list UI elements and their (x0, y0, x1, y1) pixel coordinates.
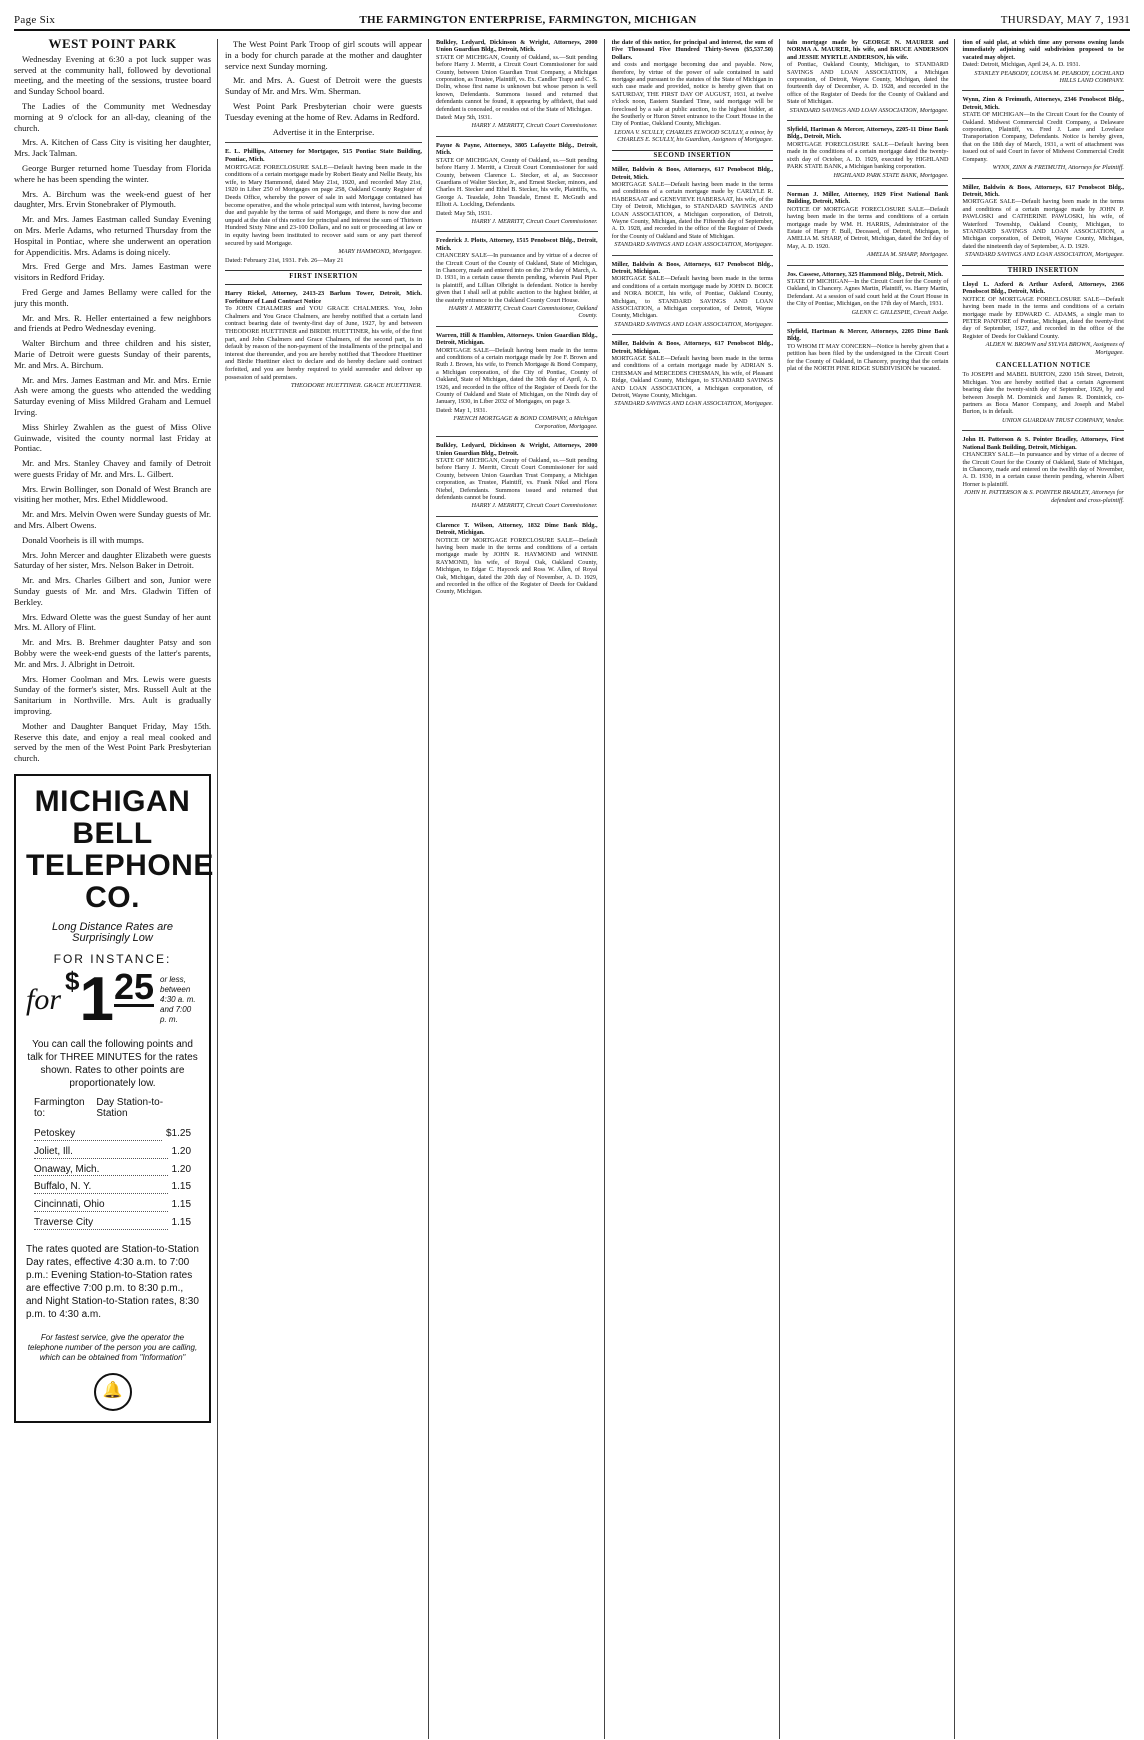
divider (787, 322, 948, 323)
legal-notice (962, 371, 1123, 424)
notice-signature: MARY HAMMOND, Mortgagee. (338, 248, 423, 256)
news-item: Mr. and Mrs. Charles Gilbert and son, Junior were Sunday guests of Mr. and Mrs. Gladwin Tiffen of Berkley. (14, 575, 212, 607)
notice-body: NOTICE OF MORTGAGE FORECLOSURE SALE—Default having been made in the terms and conditions of a certain mortgage made by WM. H. HARRIS, Administrator of the Estate of Harry F. Bull, Deceased, of Detroit, Michigan, to AMELIA M. SHARP, of Detroit, Michigan, dated the 3rd day of May, A. D. 1920. (787, 205, 949, 250)
notice-head: Frederick J. Plotts, Attorney, 1515 Penobscot Bldg., Detroit, Mich. (436, 237, 598, 252)
legal-notice (612, 166, 773, 248)
news-item: Mr. and Mrs. James Eastman and Mr. and Mrs. Ernie Ash were among the guests who attended the wedding Saturday evening of Miss Mildred Graham and Lemuel Irving. (14, 374, 212, 417)
news-item: Mr. and Mrs. Stanley Chavey and family of Detroit were guests Friday of Mr. and Mrs. L. Gilbert. (14, 458, 212, 479)
divider (436, 436, 597, 437)
notice-head: Payne & Payne, Attorneys, 3805 Lafayette Bldg., Detroit, Mich. (436, 141, 598, 157)
columns (14, 39, 1130, 1739)
masthead (14, 14, 1130, 31)
news-item: Mrs. Erwin Bollinger, son Donald of West Branch are visiting her mother, Mrs. Ethel Middlewood. (14, 483, 212, 505)
news-item: Mr. and Mrs. Melvin Owen were Sunday guests of Mr. and Mrs. Albert Owens. (14, 509, 212, 531)
legal-notice (962, 39, 1123, 84)
notice-signature: HARRY J. MERRITT, Circuit Court Commissioner. (471, 217, 598, 225)
notice-head: tion of said plat, at which time any persons owning lands immediately adjoining said subdivision proposed to be vacated may object. (962, 39, 1124, 61)
ad-rate-label: Day Station-to-Station (96, 1097, 164, 1120)
notice-dated: Dated: May 5th, 1931. (436, 114, 492, 122)
news-item: Mr. and Mrs. R. Heller entertained a few neighbors and friends at Pedro Wednesday evening. (14, 312, 212, 334)
third-insertion-header: THIRD INSERTION (962, 265, 1123, 276)
legal-notice (436, 332, 597, 430)
notice-signature: HARRY J. MERRITT, Circuit Court Commissioner. (471, 502, 598, 510)
notice-head: John H. Patterson & S. Pointer Bradley, Attorneys, First National Bank Building, Detroit, Michigan. (962, 436, 1124, 451)
news-item: The West Point Park Troop of girl scouts will appear in a body for church parade at the mother and daughter service next Sunday morning. (225, 39, 423, 71)
notice-head: Harry Rickel, Attorney, 2413-23 Barlum Tower, Detroit, Mich. Forfeiture of Land Contract Notice (225, 290, 423, 305)
notice-head: Lloyd L. Axford & Arthur Axford, Attorneys, 2366 Penobscot Bldg., Detroit, Mich. (962, 280, 1124, 296)
ad-from-label: Farmington to: (34, 1097, 85, 1120)
notice-signature: THEODORE HUETTINER. GRACE HUETTINER. (290, 382, 423, 390)
notice-head: Norman J. Miller, Attorney, 1929 First National Bank Building, Detroit, Mich. (787, 190, 949, 206)
notice-body: of Pontiac, Oakland County, Michigan, to STANDARD SAVINGS AND LOAN ASSOCIATION, a Michigan corporation, of Detroit, Wayne County, Michigan, dated the fourteenth day of December, A. D. 1928, and recorded in the office of the Register of Deeds for the County of Oakland and State of Michigan. (787, 61, 949, 106)
legal-notice (436, 237, 597, 319)
divider (436, 231, 597, 232)
column-4 (612, 39, 780, 1739)
notice-signature: ALDEN W. BROWN and SYLVIA BROWN, Assignees of Mortgagee. (985, 341, 1124, 356)
notice-body: and costs and mortgage becoming due and payable. Now, therefore, by virtue of the power of sale contained in said mortgage and pursuant to the statutes of the State of Michigan in such case made and provided, notice is hereby given that on SATURDAY, THE FIRST DAY OF AUGUST, 1931, at twelve o'clock noon, Eastern Standard Time, said mortgage will be foreclosed by a sale at public auction, to the highest bidder, at the Southerly or Huron Street entrance to the Court House in the City of Pontiac, Oakland County, Michigan. (611, 61, 773, 128)
column-3 (436, 39, 604, 1739)
ad-amount: 1 (79, 965, 114, 1035)
rate-row (34, 1179, 191, 1197)
ad-rates-footer: The rates quoted are Station-to-Station Day rates, effective 4:30 a.m. to 7:00 p.m.: Evening Station-to-Station rates are effective 7:00 p.m. to 8:30 p.m., and Night Station-to-Station rates, 8:30 p.m. to 4:30 a.m. (26, 1243, 199, 1320)
notice-body: CHANCERY SALE—In pursuance and by virtue of a decree of the Circuit Court of the County of Oakland, State of Michigan, in Chancery, made and entered into on the 27th day of March, A. D. 1931, in a certain cause therein pending, wherein Paul Piper is plaintiff, and Lillian Olbright is defendant. Notice is hereby given that I shall sell at public auction to the highest bidder, at the easterly entrance to the Oakland County Court House. (436, 252, 598, 304)
notice-body: Dated: Detroit, Michigan, April 24, A. D. 1931. (962, 61, 1081, 69)
legal-notice (962, 96, 1123, 171)
column-6 (962, 39, 1129, 1739)
notice-head: Wynn, Zinn & Freimuth, Attorneys, 2346 Penobscot Bldg., Detroit, Mich. (962, 96, 1124, 111)
news-item: Mrs. Homer Coolman and Mrs. Lewis were guests Sunday of the former's sister, Mrs. Russell Ault at the Sanitarium in Northville. Mrs. Ault is gradually improving. (14, 673, 212, 717)
notice-signature: AMELIA M. SHARP, Mortgagee. (866, 251, 949, 259)
notice-body: STATE OF MICHIGAN, County of Oakland, ss.—Suit pending before Harry J. Merritt, Circuit Court Commissioner for said County, between Union Guardian Trust Company, a Michigan corporation, as Trustee, Plaintiff, vs. Frank Nikel and Flora Niebel, Defendants. Summons issued and returned that defendants cannot be found. (436, 456, 598, 501)
notice-body: To JOSEPH and MABEL BURTON, 2200 15th Street, Detroit, Michigan. You are hereby notified that a certain Agreement bearing date the twenty-sixth day of September, 1929, by and between Joseph M. Dominick and James R. Dominick, co-partners as Boca Manor Company, and Joseph and Mabel Burton, is in default. (962, 371, 1124, 416)
notice-body: TO WHOM IT MAY CONCERN—Notice is hereby given that a petition has been filed by the undersigned in the Circuit Court for the County of Oakland, in Chancery, praying that the certain plat of the NORTH PINE RIDGE SUBDIVISION be vacated. (787, 342, 949, 373)
notice-body: STATE OF MICHIGAN, County of Oakland, ss.—Suit pending before Harry J. Merritt, a Circuit Court Commissioner for said County, between Clarence L. Stecker, et al, as Successor Guardians of Walter Stecker, Jr., and Ernest Stecker, minors, and Charles H. Stecker and Ethel B. Stecker, his wife, Plaintiffs, vs. George A. Teasdale, John Teasdale, Ernest E. McGrath and Elliott A. Lockling, Defendants. (436, 156, 598, 209)
notice-head: Warren, Hill & Hamblen, Attorneys. Union Guardian Bldg., Detroit, Michigan. (436, 331, 598, 347)
divider (436, 136, 597, 137)
divider (612, 334, 773, 335)
rate-city: Buffalo, N. Y. (34, 1182, 168, 1194)
notice-body: MORTGAGE SALE—Default having been made in the terms and conditions of a certain mortgage made by ADRIAN S. CHESMAN and MERCEDES CHESMAN, his wife, of Pleasant Ridge, Oakland County, Michigan, to STANDARD SAVINGS AND LOAN ASSOCIATION, a Michigan corporation, of Detroit, Wayne County, Michigan. (611, 355, 773, 400)
legal-notice (962, 436, 1123, 504)
legal-notice (436, 142, 597, 225)
notice-body: NOTICE OF MORTGAGE FORECLOSURE SALE—Default having been made in the terms and conditions of a certain mortgage made by EDWARD C. ADAMS, a single man to PETER PANFORE of Pontiac, Michigan, dated the twenty-first day of September, 1927, and recorded in the office of the Register of Deeds for Oakland County. (962, 295, 1124, 340)
divider (962, 90, 1123, 91)
rate-row (34, 1197, 191, 1215)
news-item: Mrs. A. Birchum was the week-end guest of her daughter, Mrs. Ervin Stonebraker of Plymouth. (14, 188, 212, 210)
publication-name: THE FARMINGTON ENTERPRISE, FARMINGTON, MICHIGAN (359, 14, 697, 26)
ad-for-instance: FOR INSTANCE: (53, 951, 172, 966)
rate-city: Cincinnati, Ohio (34, 1200, 168, 1212)
legal-notice (612, 261, 773, 329)
notice-head: the date of this notice, for principal and interest, the sum of Five Thousand Five Hundred Thirty-Seven ($5,537.50) Dollars. (611, 39, 773, 61)
legal-notice (962, 184, 1123, 259)
notice-head: Slyfield, Hartman & Mercer, Attorneys, 2205 Dime Bank Bldg. (787, 328, 949, 343)
ad-brand-line1: MICHIGAN BELL (34, 785, 191, 851)
news-item: Mrs. Edward Olette was the guest Sunday of her aunt Mrs. M. Allory of Flint. (14, 611, 212, 633)
news-item: Wednesday Evening at 6:30 a pot luck supper was served at the community hall, followed by devotional meeting, and the meeting of the sessions, trustee board and Sunday School board. (14, 53, 212, 97)
issue-date: THURSDAY, MAY 7, 1931 (1000, 14, 1130, 26)
notice-body: STATE OF MICHIGAN, County of Oakland, ss.—Suit pending before Harry J. Merritt, a Circuit Court Commissioner for said County, between Union Guardian Trust Company, a Michigan corporation, as Trustee, Plaintiff, vs. Ex. Candler Trapp and C. S. Dolin, whose first name is unknown but whose person is well known, Defendants. Summons issued and returned that defendants cannot be found, it appearing by affidavit, that said defendant is concealed, or resides out of the State of Michigan. (436, 53, 598, 113)
legal-notice (787, 126, 948, 179)
notice-body: MORTGAGE FORECLOSURE SALE—Default having been made in the conditions of a certain mortgage made by Robert Beaty and Nellie Beaty, his wife, to Mary Hammond, dated May 21st, 1920, and recorded May 21st, 1920 in Liber 250 of Mortgages on page 258, Oakland County Register of Deeds Office, whereby the power of sale in said Mortgage contained has become operative, and the whole principal sum with interest, having become due and payable by the terms of said Mortgage, and there is now due and unpaid at the date of this notice for principal and interest the sum of Thirteen Hundred Sixty Nine and 23-100 Dollars, and no suit or proceeding at law or in equity having been instituted to recover said sum or any part thereof secured by said Mortgage. (225, 163, 423, 247)
news-item: Mrs. John Mercer and daughter Elizabeth were guests Saturday of her sister, Mrs. Nelson Baker in Detroit. (14, 549, 212, 571)
divider (787, 185, 948, 186)
news-item: Mother and Daughter Banquet Friday, May 15th. Reserve this date, and enjoy a real meal cooked and served by the men of the West Point Park Presbyterian church. (14, 720, 212, 764)
bell-logo-icon: 🔔 (94, 1373, 132, 1411)
notice-signature: LEONA V. SCULLY, CHARLES ELWOOD SCULLY, a minor, by CHARLES E. SCULLY, his Guardian, Assignees of Mortgagee. (614, 128, 773, 144)
news-item: Mrs. A. Kitchen of Cass City is visiting her daughter, Mrs. Jack Talman. (14, 137, 212, 159)
divider (962, 178, 1123, 179)
news-item: The Ladies of the Community met Wednesday morning at 9 o'clock for an all-day, cleaning of the church. (14, 100, 212, 133)
notice-signature: WYNN, ZINN & FREIMUTH, Attorneys for Plaintiff. (992, 164, 1124, 172)
notice-head: E. L. Phillips, Attorney for Mortgagee, 515 Pontiac State Building, Pontiac, Mich. (225, 148, 423, 163)
notice-dated: Dated: February 21st, 1931. Feb. 26—May 21 (225, 256, 344, 264)
notice-body: MORTGAGE SALE—Default having been made in the terms and conditions of a certain mortgage made by CARLYLE R. HABERSAAT and GENEVIEVE HABERSAAT, his wife, of the City of Detroit, Michigan, to STANDARD SAVINGS AND LOAN ASSOCIATION, a Michigan corporation, of Detroit, Wayne County, Michigan, dated the Fifteenth day of September, A. D. 1928, and recorded in the office of the Register of Deeds for the County of Oakland and State of Michigan. (611, 180, 773, 240)
notice-head: Miller, Baldwin & Boos, Attorneys, 617 Penobscot Bldg., Detroit, Michigan. (611, 260, 773, 275)
news-item: Fred Gerge and James Bellamy were called for the jury this month. (14, 286, 212, 308)
rate-value: 1.15 (171, 1199, 192, 1211)
second-insertion-header: SECOND INSERTION (612, 150, 773, 161)
rate-row (34, 1126, 191, 1144)
ad-dollar-sign: $ (65, 966, 80, 997)
divider (436, 516, 597, 517)
notice-signature: GLENN C. GILLESPIE, Circuit Judge. (851, 308, 949, 316)
notice-signature: STANDARD SAVINGS AND LOAN ASSOCIATION, Mortgagee. (614, 320, 773, 328)
rate-value: 1.20 (171, 1145, 192, 1157)
ad-brand-line2: TELEPHONE CO. (26, 849, 214, 915)
news-item: Walter Birchum and three children and his sister, Marie of Detroit were guests Sunday of their parents, Mr. and Mrs. A. Birchum. (14, 338, 212, 370)
notice-signature: STANDARD SAVINGS AND LOAN ASSOCIATION, Mortgagee. (614, 400, 773, 408)
legal-notice (787, 328, 948, 372)
notice-signature: HARRY J. MERRITT, Circuit Court Commissioner, Oakland County. (448, 305, 598, 320)
telephone-ad (14, 774, 214, 1423)
news-item: Donald Voorheis is ill with mumps. (22, 534, 144, 545)
ad-rates-table (34, 1098, 191, 1232)
news-item: George Burger returned home Tuesday from Florida where he has been spending the winter. (14, 162, 212, 184)
ad-rates-header (34, 1098, 191, 1120)
ad-call-text: You can call the following points and talk for THREE MINUTES for the rates shown. Rates to other points are proportionately low. (27, 1039, 198, 1090)
notice-signature: UNION GUARDIAN TRUST COMPANY, Vendor. (1002, 416, 1124, 424)
news-item: Mrs. Fred Gerge and Mrs. James Eastman were visitors in Redford Friday. (14, 261, 212, 283)
legal-notice (787, 271, 948, 316)
legal-notice (787, 39, 948, 114)
ad-price (26, 965, 199, 1035)
divider (225, 142, 422, 143)
divider (962, 430, 1123, 431)
legal-notice (225, 290, 422, 390)
rate-city: Joliet, Ill. (34, 1147, 168, 1159)
notice-signature: STANDARD SAVINGS AND LOAN ASSOCIATION, Mortgagee. (614, 241, 773, 249)
notice-signature: JOHN H. PATTERSON & S. POINTER BRADLEY, Attorneys for defendant and cross-plaintiff. (963, 489, 1124, 504)
notice-head: Bulkley, Ledyard, Dickinson & Wright, Attorneys, 2000 Union Guardian Bldg., Detroit. (436, 442, 598, 457)
news-item: Mr. and Mrs. A. Guest of Detroit were the guests Sunday of Mr. and Mrs. Wm. Sherman. (225, 75, 423, 97)
legal-notice (436, 442, 597, 510)
legal-notice (612, 39, 773, 144)
notice-body: NOTICE OF MORTGAGE FORECLOSURE SALE—Default having been made in the terms and conditions of a certain mortgage made by JOHN R. HAYMOND and WINNIE RAYMOND, his wife, of Royal Oak, Oakland County, Michigan, to Edgar C. Haycock and Ross W. Allen, of Royal Oak, Michigan, dated the 20th day of November, A. D. 1929, and recorded in the office of the Register of Deeds for Oakland County, Michigan. (436, 536, 598, 596)
divider (787, 120, 948, 121)
notice-body: STATE OF MICHIGAN—In the Circuit Court for the County of Oakland, in Chancery. Agnes Martin, Plaintiff, vs. Harry Martin, Defendant. At a session of said court held at the Court House in the City of Pontiac, Michigan, on the 17th day of March, 1931. (787, 277, 949, 308)
notice-head: Slyfield, Hartman & Mercer, Attorneys, 2205-11 Dime Bank Bldg., Detroit, Mich. (787, 126, 949, 141)
news-item: Mr. and Mrs. James Eastman called Sunday Evening on Mrs. Merle Adams, who returned Thursday from the Hospital in Pontiac, where she underwent an operation for Appendicitis. Mrs. Adams is doing nicely. (14, 214, 212, 257)
legal-notice (436, 39, 597, 130)
legal-notice (436, 522, 597, 596)
rate-value: 1.20 (171, 1163, 192, 1175)
notice-head: Miller, Baldwin & Boos, Attorneys, 617 Penobscot Bldg., Detroit, Mich. (611, 166, 773, 181)
first-insertion-header: FIRST INSERTION (225, 270, 422, 285)
ad-small-print: For fastest service, give the operator the telephone number of the person you are calling, which can be obtained from "Information" (27, 1332, 198, 1362)
notice-body: MORTGAGE SALE—Default having been made in the terms and conditions of a certain mortgage made by Joe F. Brown and Ruth J. Brown, his wife, to French Mortgage & Bond Company, a Michigan corporation, of the City of Pontiac, County of Oakland, State of Michigan, dated the 30th day of April, A. D. 1926, and recorded in the office of the Register of Deeds for the County of Oakland and State of Michigan, on the Ninth day of January, 1930, in Liber 2032 of Mortgages, on page 3. (436, 346, 598, 406)
ad-tagline: Long Distance Rates are Surprisingly Low (51, 921, 174, 944)
column-2 (225, 39, 429, 1739)
advertise-line: Advertise it in the Enterprise. (272, 126, 375, 137)
west-point-title: WEST POINT PARK (48, 39, 177, 51)
notice-signature: FRENCH MORTGAGE & BOND COMPANY, a Michigan Corporation, Mortgagee. (453, 415, 598, 430)
rate-row (34, 1215, 191, 1233)
news-item: West Point Park Presbyterian choir were guests Tuesday evening at the home of Rev. Adams in Redford. (225, 100, 423, 122)
divider (436, 326, 597, 327)
notice-dated: Dated: May 1, 1931. (436, 406, 488, 414)
notice-head: Clarence T. Wilson, Attorney, 1832 Dime Bank Bldg., Detroit, Michigan. (436, 521, 598, 537)
rate-row (34, 1162, 191, 1180)
column-1 (14, 39, 218, 1739)
notice-head: Jos. Cassese, Attorney, 325 Hammond Bldg., Detroit, Mich. (787, 270, 943, 278)
legal-notice (787, 191, 948, 259)
divider (612, 255, 773, 256)
notice-signature: STANDARD SAVINGS AND LOAN ASSOCIATION, Mortgagee. (789, 106, 949, 114)
rate-value: 1.15 (171, 1181, 192, 1193)
notice-body: MORTGAGE SALE—Default having been made in the terms and conditions of a certain mortgage made by JOHN D. BOICE and NORA BOICE, his wife, of Pontiac, Oakland County, Michigan, to STANDARD SAVINGS AND LOAN ASSOCIATION, a Michigan corporation, of Detroit, Wayne County, Michigan. (611, 275, 773, 320)
notice-dated: Dated: May 5th, 1931. (436, 209, 492, 217)
page-label: Page Six (14, 14, 56, 26)
rate-row (34, 1144, 191, 1162)
legal-notice (612, 340, 773, 408)
notice-head: Miller, Baldwin & Boos, Attorneys, 617 Penobscot Bldg., Detroit, Michigan. (611, 340, 773, 355)
rate-value: $1.25 (165, 1128, 192, 1139)
legal-notice (962, 281, 1123, 356)
rate-city: Traverse City (34, 1218, 168, 1230)
ad-cents: 25 (113, 966, 155, 1008)
divider (787, 265, 948, 266)
ad-for: for (26, 983, 62, 1016)
column-5 (787, 39, 955, 1739)
notice-signature: STANLEY PEABODY, LOUISA M. PEABODY, LOCHLAND HILLS LAND COMPANY. (974, 69, 1124, 85)
notice-signature: STANDARD SAVINGS AND LOAN ASSOCIATION, Mortgagee. (965, 251, 1124, 259)
rate-city: Petoskey (34, 1129, 162, 1141)
notice-body: STATE OF MICHIGAN—In the Circuit Court for the County of Oakland. Midwest Commercial Credit Company, a Delaware corporation, Plaintiff, vs. Fred J. Lane and Lovelace Transportation Company, Defendants. Notice is hereby given, that on the 18th day of March, 1931, a writ of attachment was issued out of said Court in favor of Midwest Commercial Credit Company. (962, 111, 1124, 163)
rate-value: 1.15 (171, 1216, 192, 1228)
cancellation-notice-title: CANCELLATION NOTICE (995, 362, 1091, 370)
notice-signature: HIGHLAND PARK STATE BANK, Mortgagee. (833, 171, 949, 179)
rate-city: Onaway, Mich. (34, 1165, 168, 1177)
notice-signature: HARRY J. MERRITT, Circuit Court Commissioner. (471, 122, 598, 130)
news-item: Miss Shirley Zwahlen as the guest of Miss Olive Guinwade, visited the county normal last Friday at Pontiac. (14, 421, 212, 454)
notice-body: CHANCERY SALE—In pursuance and by virtue of a decree of the Circuit Court for the County of Oakland, State of Michigan, in Chancery, made and entered on the twelfth day of November, A. D. 1930, in a certain cause therein pending, wherein Albert Horner is plaintiff. (962, 451, 1124, 488)
notice-head: Bulkley, Ledyard, Dickinson & Wright, Attorneys, 2000 Union Guardian Bldg., Detroit, Mich. (436, 39, 598, 54)
notice-body: MORTGAGE SALE—Default having been made in the terms and conditions of a certain mortgage made by JOHN P. PAWLOSKI and CATHERINE PAWLOSKI, his wife, of Waterford Township, Oakland County, Michigan, to STANDARD SAVINGS AND LOAN ASSOCIATION, a Michigan corporation, of Detroit, Wayne County, Michigan, dated the nineteenth day of September, A. D. 1929. (962, 198, 1124, 250)
news-item: Mr. and Mrs. B. Brehmer daughter Patsy and son Bobby were the week-end guests of the latter's parents, Mr. and Mrs. J. Albright in Detroit. (14, 637, 212, 669)
notice-head: Miller, Baldwin & Boos, Attorneys, 617 Penobscot Bldg., Detroit, Mich. (962, 183, 1124, 198)
notice-body: MORTGAGE FORECLOSURE SALE—Default having been made in the conditions of a certain mortgage dated the twenty-sixth day of October, A. D. 1929, executed by HIGHLAND PARK STATE BANK, a Michigan banking corporation. (787, 140, 949, 171)
ad-price-note: or less, between 4:30 a. m. and 7:00 p. m. (160, 975, 196, 1025)
legal-notice (225, 148, 422, 264)
notice-head: tain mortgage made by GEORGE N. MAURER and NORMA A. MAURER, his wife, and BRUCE ANDERSON and JESSIE MYRTLE ANDERSON, his wife. (787, 39, 949, 61)
notice-body: To JOHN CHALMERS and YOU GRACE CHALMERS. You, John Chalmers and You Grace Chalmers, are hereby notified that a certain land contract bearing date of twenty-first day of June, 1927, by and between THEODORE HUETTINER and BIRDIE HUETTINER, his wife, of the first part, and John Chalmers and Grace Chalmers, of the second part, is in default by reason of the non-payment of the installments of the principal and interest due thereunder, and you are hereby notified that Theodore Huettiner and Birdie Huettiner elect to declare and do hereby declare said contract forfeited, and you are hereby required to yield surrender and deliver up possession of said premises. (225, 305, 423, 381)
